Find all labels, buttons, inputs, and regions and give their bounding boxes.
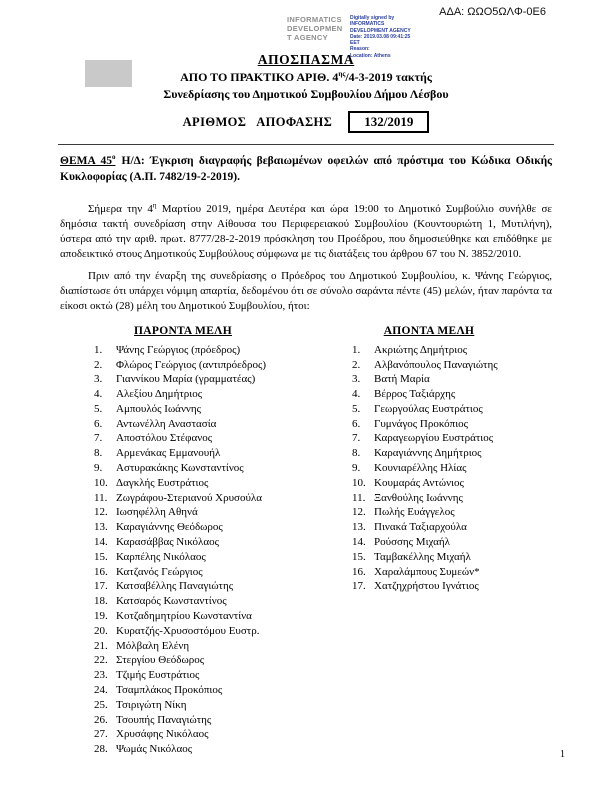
- present-member-row: [94, 594, 306, 609]
- header-line-2: Συνεδρίασης του Δημοτικού Συμβουλίου Δήμου Λέσβου: [163, 87, 449, 101]
- present-member-row: [94, 431, 306, 446]
- member-name: Δαγκλής Ευστράτιος: [116, 476, 209, 489]
- member-name: Φλώρος Γεώργιος (αντιπρόεδρος): [116, 358, 266, 371]
- member-number: 3.: [94, 373, 103, 386]
- member-number: 28.: [94, 743, 108, 756]
- member-name: Αρμενάκας Εμμανουήλ: [116, 447, 221, 460]
- signature-agency-name: [287, 15, 345, 42]
- member-name: Αποστόλου Στέφανος: [116, 432, 213, 445]
- member-number: 12.: [352, 506, 366, 519]
- member-name: Γεωργούλας Ευστράτιος: [374, 402, 483, 415]
- absent-members-column: [306, 325, 552, 757]
- member-number: 27.: [94, 728, 108, 741]
- member-name: Χατζηχρήστου Ιγνάτιος: [374, 580, 479, 593]
- document-title: ΑΠΟΣΠΑΣΜΑ: [257, 52, 355, 67]
- absent-members-list: [306, 343, 552, 595]
- paragraph-1-rest: Μαρτίου 2019, ημέρα Δευτέρα και ώρα 19:00 το Δημοτικό Συμβούλιο συνήλθε σε δημόσια τακτή συνεδρίαση στην Αίθουσα του Περιφερειακού Συμβουλίου (Κουντουριώτη 1, Μυτιλήνη), ύστερα από την αριθ. πρωτ. 8777/28-2-2019 πρόσκληση του Προέδρου, που δημοσιεύθηκε και επιδόθηκε με αποδεικτικό στους Δημοτικούς Συμβούλους σύμφωνα με τις διατάξεις του άρθρου 67 του Ν. 3852/2010.: [60, 203, 552, 260]
- member-number: 8.: [94, 447, 103, 460]
- member-name: Χαραλάμπους Συμεών*: [374, 565, 480, 578]
- member-name: Αντωνέλλη Αναστασία: [116, 417, 217, 430]
- member-number: 10.: [352, 476, 366, 489]
- member-name: Βέρρος Ταξιάρχης: [374, 388, 456, 401]
- member-number: 4.: [94, 388, 103, 401]
- signature-detail-line: Date: 2019.03.08 09:41:25: [350, 33, 411, 40]
- member-name: Καραγεωργίου Ευστράτιος: [374, 432, 494, 445]
- member-name: Στεργίου Θεόδωρος: [116, 654, 205, 667]
- absent-member-row: [352, 358, 552, 373]
- member-name: Τσιριγώτη Νίκη: [116, 698, 187, 711]
- absent-member-row: [352, 417, 552, 432]
- absent-member-row: [352, 387, 552, 402]
- member-name: Γιαννίκου Μαρία (γραμματέας): [116, 373, 256, 386]
- member-name: Πωλής Ευάγγελος: [374, 506, 455, 519]
- paragraph-quorum-info: Πριν από την έναρξη της συνεδρίασης ο Πρόεδρος του Δημοτικού Συμβουλίου, κ. Ψάνης Γεώργιος, διαπίστωσε ότι υπάρχει νόμιμη απαρτία, δεδομένου ότι σε σύνολο σαράντα πέντε (45) μελών, ήταν παρόντα τα είκοσι οκτώ (28) μέλη του Δημοτικού Συμβουλίου, ήτοι:: [60, 269, 552, 312]
- subject-label: [60, 155, 116, 167]
- signature-details: [350, 15, 428, 59]
- member-number: 11.: [94, 491, 108, 504]
- paragraph-1-superscript: η: [152, 201, 157, 210]
- present-member-row: [94, 742, 306, 757]
- subject-paragraph: [60, 154, 552, 185]
- present-member-row: [94, 668, 306, 683]
- document-body: [0, 154, 612, 757]
- present-member-row: [94, 639, 306, 654]
- member-name: Ταμβακέλλης Μιχαήλ: [374, 550, 471, 563]
- subject-label-superscript: ο: [112, 153, 116, 162]
- absent-member-row: [352, 565, 552, 580]
- member-name: Καρασάββας Νικόλαος: [116, 536, 219, 549]
- member-number: 25.: [94, 698, 108, 711]
- member-name: Τσουπής Παναγιώτης: [116, 713, 212, 726]
- member-number: 15.: [94, 550, 108, 563]
- member-number: 20.: [94, 624, 108, 637]
- present-member-row: [94, 565, 306, 580]
- subject-label-text: ΘΕΜΑ 45: [60, 155, 112, 167]
- member-number: 9.: [352, 462, 361, 475]
- member-number: 11.: [352, 491, 366, 504]
- digital-signature-stamp: [287, 15, 428, 59]
- present-member-row: [94, 417, 306, 432]
- member-number: 14.: [94, 536, 108, 549]
- header-divider: [58, 144, 554, 145]
- present-member-row: [94, 535, 306, 550]
- header-line-1-text: ΑΠΟ ΤΟ ΠΡΑΚΤΙΚΟ ΑΡΙΘ. 4: [180, 70, 339, 84]
- member-number: 1.: [94, 343, 103, 356]
- member-number: 18.: [94, 595, 108, 608]
- member-name: Ψωμάς Νικόλαος: [116, 743, 193, 756]
- present-member-row: [94, 653, 306, 668]
- signature-detail-line: Reason:: [350, 46, 370, 53]
- member-name: Βατή Μαρία: [374, 373, 430, 386]
- member-number: 21.: [94, 639, 108, 652]
- absent-member-row: [352, 535, 552, 550]
- member-name: Κουνιαρέλλης Ηλίας: [374, 462, 467, 475]
- member-number: 6.: [352, 417, 361, 430]
- agenda-label: Η/Δ:: [121, 155, 145, 167]
- member-name: Γυμνάγος Προκόπιος: [374, 417, 469, 430]
- present-members-column: [60, 325, 306, 757]
- present-member-row: [94, 343, 306, 358]
- signature-detail-line: INFORMATICS: [350, 21, 385, 28]
- absent-member-row: [352, 505, 552, 520]
- present-member-row: [94, 402, 306, 417]
- member-name: Τσαμπλάκος Προκόπιος: [116, 684, 223, 697]
- absent-member-row: [352, 343, 552, 358]
- member-number: 16.: [94, 565, 108, 578]
- absent-members-heading: ΑΠΟΝΤΑ ΜΕΛΗ: [383, 324, 475, 337]
- member-number: 13.: [94, 521, 108, 534]
- absent-member-row: [352, 431, 552, 446]
- member-number: 24.: [94, 684, 108, 697]
- member-name: Ζωγράφου-Στεριανού Χρυσούλα: [116, 491, 263, 504]
- absent-member-row: [352, 476, 552, 491]
- member-number: 8.: [352, 447, 361, 460]
- member-name: Χρυσάφης Νικόλαος: [116, 728, 209, 741]
- absent-member-row: [352, 446, 552, 461]
- emblem-placeholder: [85, 60, 132, 87]
- present-member-row: [94, 461, 306, 476]
- present-members-list: [60, 343, 306, 757]
- present-member-row: [94, 446, 306, 461]
- absent-member-row: [352, 550, 552, 565]
- paragraph-session-info: [60, 202, 552, 262]
- page-number: 1: [560, 749, 565, 760]
- member-number: 10.: [94, 476, 108, 489]
- signature-detail-line: Location: Athens: [350, 52, 391, 59]
- member-number: 26.: [94, 713, 108, 726]
- present-member-row: [94, 520, 306, 535]
- member-name: Κατσαβέλλης Παναγιώτης: [116, 580, 234, 593]
- present-member-row: [94, 476, 306, 491]
- member-name: Κουμαράς Αντώνιος: [374, 476, 464, 489]
- member-name: Καραγιάννης Θεόδωρος: [116, 521, 223, 534]
- member-name: Ακριώτης Δημήτριος: [374, 343, 468, 356]
- member-name: Μόλβαλη Ελένη: [116, 639, 190, 652]
- present-member-row: [94, 491, 306, 506]
- ada-code: ΑΔΑ: ΩΩΟ5ΩΛΦ-0Ε6: [439, 6, 546, 18]
- member-number: 5.: [94, 402, 103, 415]
- decision-number-label: ΑΡΙΘΜΟΣ ΑΠΟΦΑΣΗΣ: [182, 114, 333, 129]
- paragraph-1-text: Σήμερα την 4: [88, 203, 153, 216]
- present-member-row: [94, 713, 306, 728]
- member-name: Ρούσσης Μιχαήλ: [374, 536, 451, 549]
- member-number: 15.: [352, 550, 366, 563]
- absent-member-row: [352, 579, 552, 594]
- member-name: Ξανθούλης Ιωάννης: [374, 491, 463, 504]
- present-member-row: [94, 505, 306, 520]
- member-number: 6.: [94, 417, 103, 430]
- present-member-row: [94, 609, 306, 624]
- member-name: Κοτζαδημητρίου Κωνσταντίνα: [116, 610, 252, 623]
- member-number: 2.: [94, 358, 103, 371]
- member-number: 2.: [352, 358, 361, 371]
- member-name: Ιωσηφέλλη Αθηνά: [116, 506, 198, 519]
- member-number: 14.: [352, 536, 366, 549]
- signature-agency-line: T AGENCY: [287, 33, 328, 42]
- decision-number-box: 132/2019: [348, 111, 429, 133]
- absent-member-row: [352, 520, 552, 535]
- present-member-row: [94, 358, 306, 373]
- member-name: Αμπουλός Ιωάννης: [116, 402, 202, 415]
- present-member-row: [94, 624, 306, 639]
- member-name: Κατσαρός Κωνσταντίνος: [116, 595, 227, 608]
- member-number: 13.: [352, 521, 366, 534]
- member-number: 17.: [94, 580, 108, 593]
- signature-agency-line: DEVELOPMEN: [287, 24, 343, 33]
- member-number: 7.: [352, 432, 361, 445]
- member-number: 9.: [94, 462, 103, 475]
- absent-member-row: [352, 372, 552, 387]
- member-number: 4.: [352, 388, 361, 401]
- member-number: 19.: [94, 610, 108, 623]
- member-name: Ψάνης Γεώργιος (πρόεδρος): [116, 343, 241, 356]
- present-member-row: [94, 698, 306, 713]
- subject-text: Έγκριση διαγραφής βεβαιωμένων οφειλών από πρόστιμα του Κώδικα Οδικής Κυκλοφορίας (Α.Π. 7482/19-2-2019).: [60, 155, 553, 183]
- member-name: Κυρατζής-Χρυσοστόμου Ευστρ.: [116, 624, 260, 637]
- present-member-row: [94, 727, 306, 742]
- member-name: Πινακά Ταξιαρχούλα: [374, 521, 467, 534]
- member-name: Καραγιάννης Δημήτριος: [374, 447, 482, 460]
- absent-member-row: [352, 461, 552, 476]
- member-name: Τζιμής Ευστράτιος: [116, 669, 200, 682]
- absent-member-row: [352, 402, 552, 417]
- member-name: Αλεξίου Δημήτριος: [116, 388, 203, 401]
- member-number: 5.: [352, 402, 361, 415]
- member-number: 16.: [352, 565, 366, 578]
- member-number: 23.: [94, 669, 108, 682]
- present-member-row: [94, 387, 306, 402]
- member-number: 1.: [352, 343, 361, 356]
- present-member-row: [94, 683, 306, 698]
- decision-number-row: [0, 111, 612, 133]
- member-name: Καρπέλης Νικόλαος: [116, 550, 206, 563]
- header-line-1-suffix: /4-3-2019 τακτής: [345, 70, 432, 84]
- present-members-heading: ΠΑΡΟΝΤΑ ΜΕΛΗ: [134, 324, 232, 337]
- signature-detail-line: DEVELOPMENT AGENCY: [350, 27, 411, 34]
- signature-detail-line: Digitally signed by: [350, 15, 395, 21]
- member-number: 22.: [94, 654, 108, 667]
- present-member-row: [94, 372, 306, 387]
- members-section: [60, 325, 552, 757]
- signature-agency-line: INFORMATICS: [287, 15, 342, 24]
- member-name: Κατζανός Γεώργιος: [116, 565, 203, 578]
- member-name: Αλβανόπουλος Παναγιώτης: [374, 358, 498, 371]
- member-number: 3.: [352, 373, 361, 386]
- absent-member-row: [352, 491, 552, 506]
- member-name: Αστυρακάκης Κωνσταντίνος: [116, 462, 244, 475]
- member-number: 7.: [94, 432, 103, 445]
- signature-detail-line: EET: [350, 40, 360, 46]
- member-number: 12.: [94, 506, 108, 519]
- header-line-1-superscript: ης: [338, 70, 346, 78]
- member-number: 17.: [352, 580, 366, 593]
- present-member-row: [94, 579, 306, 594]
- present-member-row: [94, 550, 306, 565]
